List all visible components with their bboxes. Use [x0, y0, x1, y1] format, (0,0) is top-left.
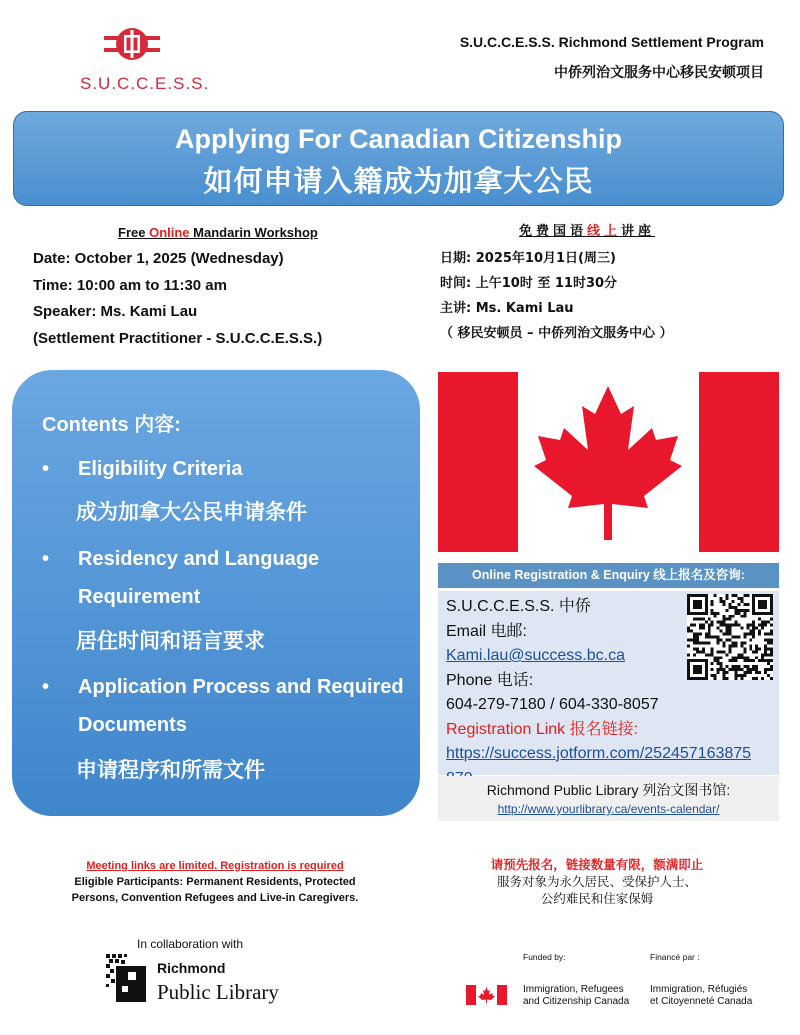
- registration-link-line1[interactable]: https://success.jotform.com/252457163875: [446, 745, 752, 762]
- workshop-title-zh: [519, 220, 655, 239]
- workshop-role-zh: （ 移民安顿员 – 中侨列治文服务中心 ）: [440, 326, 673, 341]
- workshop-time-zh: 时间: 上午10时 至 11时30分: [440, 276, 618, 291]
- workshop-title-post: Mandarin Workshop: [189, 225, 318, 240]
- logo-text: S.U.C.C.E.S.S.: [80, 74, 210, 93]
- contents-item-label: Application Process and Required Documents: [78, 676, 404, 736]
- bullet: •: [42, 458, 50, 480]
- canada-flag-small-icon: [466, 985, 507, 1005]
- org-name-zh: 中侨列治文服务中心移民安顿项目: [554, 65, 764, 81]
- phone-label: Phone 电话:: [446, 671, 534, 689]
- title-banner: [13, 111, 784, 206]
- library-link[interactable]: http://www.yourlibrary.ca/events-calendar/: [497, 802, 720, 816]
- contents-title: Contents 内容:: [42, 414, 181, 436]
- canada-flag-icon: [438, 372, 779, 552]
- contents-item-eligibility: [42, 450, 243, 488]
- workshop-time-en: Time: 10:00 am to 11:30 am: [33, 276, 227, 294]
- email-label: Email 电邮:: [446, 622, 527, 640]
- workshop-title-zh-online: 线上: [587, 224, 622, 239]
- page-title-en: Applying For Canadian Citizenship: [174, 124, 623, 154]
- eligible-note-zh-1: 服务对象为永久居民、受保护人士、: [496, 874, 697, 889]
- eligible-note-en-1: Eligible Participants: Permanent Residents, Protected: [74, 876, 356, 888]
- contents-item-residency: [42, 540, 320, 608]
- ircc-fr-line1: Immigration, Réfugiés: [650, 984, 748, 995]
- workshop-title-online: Online: [149, 225, 190, 240]
- notes-zh: [432, 856, 762, 907]
- workshop-date-zh: 日期: 2025年10月1日(周三): [440, 251, 616, 266]
- contents-item-label: Eligibility Criteria: [78, 458, 243, 480]
- contents-item-label-zh: 成为加拿大公民申请条件: [76, 500, 307, 524]
- bullet: •: [42, 676, 50, 698]
- ircc-name-fr: [650, 984, 752, 1008]
- workshop-speaker-zh: 主讲: Ms. Kami Lau: [440, 301, 574, 316]
- limited-note-zh: 请预先报名，链接数量有限，额满即止: [490, 857, 704, 872]
- ircc-en-line2: and Citizenship Canada: [523, 996, 630, 1007]
- funded-by-fr: Financé par :: [650, 952, 700, 962]
- library-label: Richmond Public Library 列治文图书馆:: [486, 782, 731, 798]
- workshop-title-zh-post: 讲座: [621, 224, 656, 239]
- contents-box: [12, 370, 420, 816]
- success-logo-icon: [102, 22, 162, 66]
- registration-panel: [438, 591, 779, 775]
- qr-code-icon[interactable]: [687, 594, 773, 680]
- limited-note-en: Meeting links are limited. Registration is required: [86, 860, 344, 872]
- workshop-role-en: (Settlement Practitioner - S.U.C.C.E.S.S.): [33, 329, 323, 347]
- registration-link-label: Registration Link 报名链接:: [446, 720, 639, 738]
- richmond-library-logo-icon: [104, 952, 148, 1004]
- bullet: •: [42, 548, 50, 570]
- notes-en: [50, 858, 380, 906]
- registration-org: S.U.C.C.E.S.S. 中侨: [446, 598, 591, 615]
- eligible-note-en-2: Persons, Convention Refugees and Live-in Caregivers.: [71, 892, 359, 904]
- library-name-2: Public Library: [157, 980, 279, 1004]
- ircc-fr-line2: et Citoyenneté Canada: [650, 996, 753, 1007]
- workshop-details-en: [33, 246, 322, 352]
- success-logo: [80, 22, 210, 97]
- workshop-title-pre: Free: [118, 225, 150, 240]
- org-name-en: S.U.C.C.E.S.S. Richmond Settlement Program: [459, 34, 764, 50]
- registration-header: Online Registration & Enquiry 线上报名及咨询:: [438, 563, 779, 588]
- page-title-zh: 如何申请入籍成为加拿大公民: [203, 164, 594, 198]
- workshop-date-en: Date: October 1, 2025 (Wednesday): [33, 250, 284, 267]
- ircc-name-en: [523, 984, 629, 1008]
- library-panel: [438, 776, 779, 821]
- workshop-title-zh-pre: 免费国语: [519, 224, 588, 239]
- phone-numbers: 604-279-7180 / 604-330-8057: [446, 696, 659, 713]
- eligible-note-zh-2: 公约难民和住家保姆: [540, 891, 654, 906]
- contents-item-label-zh: 申请程序和所需文件: [76, 758, 265, 782]
- library-name-1: Richmond: [157, 960, 226, 976]
- funded-by-en: Funded by:: [523, 952, 566, 962]
- contents-item-label-zh: 居住时间和语言要求: [76, 629, 265, 653]
- contents-item-label: Residency and Language Requirement: [78, 548, 320, 608]
- workshop-title-en: [118, 225, 318, 240]
- workshop-details-zh: [440, 246, 673, 346]
- email-link[interactable]: Kami.lau@success.bc.ca: [446, 647, 625, 664]
- collaboration-label: In collaboration with: [137, 937, 244, 951]
- workshop-speaker-en: Speaker: Ms. Kami Lau: [33, 303, 198, 320]
- contents-item-application: [42, 668, 404, 736]
- ircc-en-line1: Immigration, Refugees: [523, 984, 624, 995]
